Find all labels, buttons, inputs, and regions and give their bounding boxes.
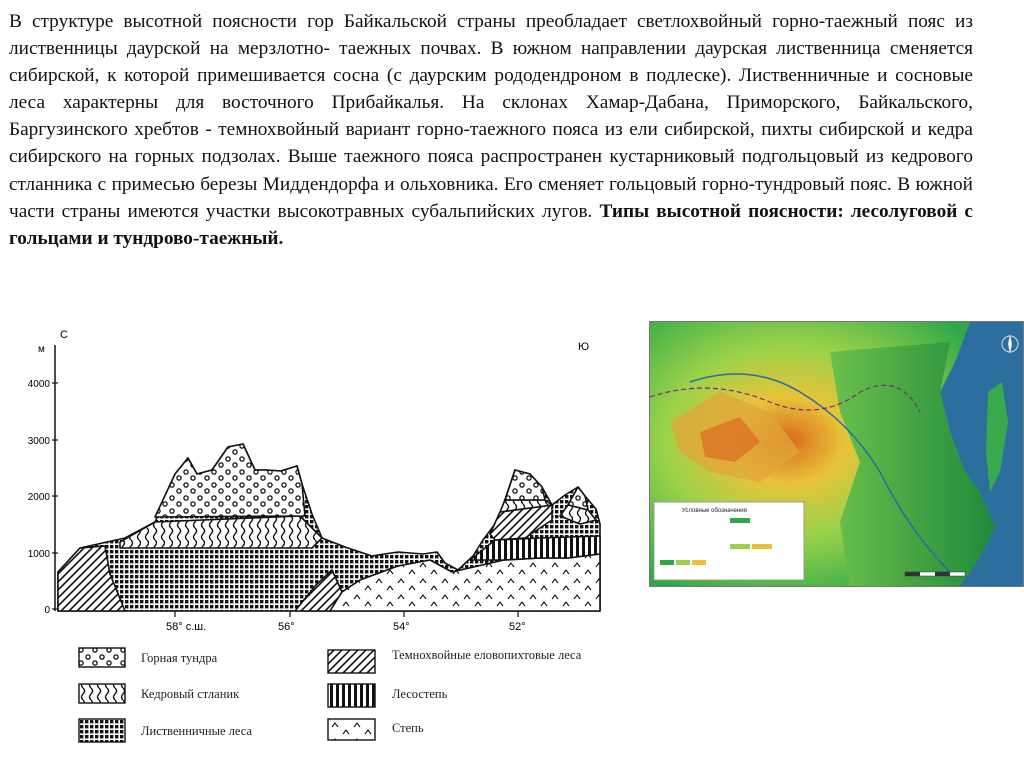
legend-label-stlanik: Кедровый стланик xyxy=(141,687,240,701)
x-tick-label: 54° xyxy=(393,621,410,633)
y-tick-labels xyxy=(28,379,51,616)
map-legend-title: Условные обозначения xyxy=(682,508,747,514)
y-tick-label: 4000 xyxy=(27,379,50,390)
tundra-peaks-left xyxy=(155,444,305,517)
unit-label: м xyxy=(38,344,45,355)
legend-label-forest-steppe: Лесостепь xyxy=(392,687,448,701)
legend-swatch-tundra xyxy=(79,648,125,667)
y-tick-label: 3000 xyxy=(27,436,50,447)
legend-label-tundra: Горная тундра xyxy=(141,651,218,665)
body-paragraph xyxy=(9,8,973,252)
y-tick-label: 1000 xyxy=(27,549,50,560)
x-tick-label: 52° xyxy=(509,621,526,633)
y-tick-label: 0 xyxy=(44,605,50,616)
map-scale-bar xyxy=(905,572,965,576)
x-tick-labels xyxy=(166,621,526,633)
north-label: С xyxy=(60,329,68,341)
legend-label-larch: Лиственничные леса xyxy=(141,724,253,738)
legend-swatch-larch xyxy=(79,719,125,742)
x-tick-label: 58° с.ш. xyxy=(166,621,207,633)
tundra-peaks-right xyxy=(505,470,545,500)
paragraph-text: В структуре высотной поясности гор Байкальской страны преобладает светлохвойный горно-таежный пояс из лиственницы даурской на мерзлотно- таежных почвах. В южном направлении даурская лиственница сменяется сибирской, к которой примешивается сосна (с даурским рододендроном в подлеске). Лиственничные и сосновые леса характерны для восточного Прибайкалья. На склонах Хамар-Дабана, Приморского, Байкальского, Баргузинского хребтов - темнохвойный вариант горно-таежного пояса из ели сибирской, пихты сибирской и кедра сибирского на горных подзолах. Выше таежного пояса распространен кустарниковый подгольцовый из кедрового стланника с примесью березы Миддендорфа и ольховника. Его сменяет гольцовый горно-тундровый пояс. В южной части страны имеются участки высокотравных субальпийских лугов. xyxy=(9,11,973,222)
legend-swatch-forest-steppe xyxy=(328,684,375,707)
map-image xyxy=(650,322,1023,586)
stlanik-band xyxy=(120,516,322,548)
legend-swatch-steppe xyxy=(328,719,375,740)
legend-label-steppe: Степь xyxy=(392,721,424,735)
paragraph-emphasis: Типы высотной поясности: лесолуговой с гольцами и тундрово-таежный. xyxy=(9,200,973,249)
map-legend-panel xyxy=(654,502,804,580)
south-label: Ю xyxy=(578,341,590,353)
x-tick-marks xyxy=(175,611,518,617)
legend-label-dark-conifer: Темнохвойные еловопихтовые леса xyxy=(392,648,582,662)
legend-swatch-dark-conifer xyxy=(328,650,375,673)
x-tick-label: 56° xyxy=(278,621,295,633)
y-tick-label: 2000 xyxy=(27,492,50,503)
physical-map xyxy=(649,321,1024,587)
legend-swatch-stlanik xyxy=(79,684,125,703)
altitudinal-profile-diagram xyxy=(27,325,610,633)
